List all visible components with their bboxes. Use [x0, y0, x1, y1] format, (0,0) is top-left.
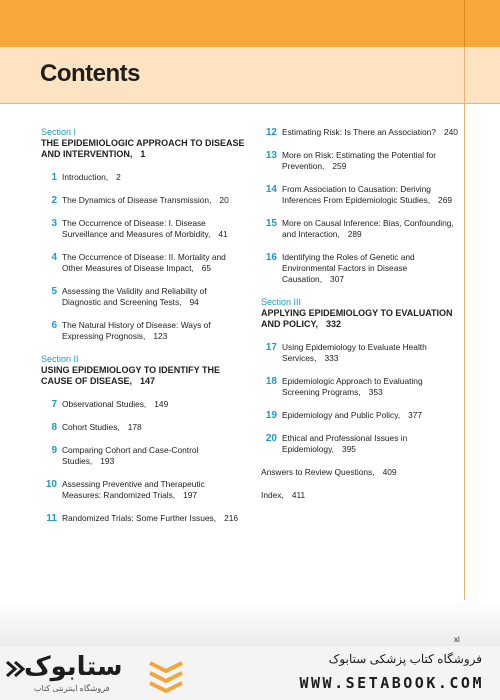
toc-entry[interactable]	[41, 479, 246, 501]
chapter-number: 20	[265, 433, 277, 444]
section-title-text: USING EPIDEMIOLOGY TO IDENTIFY THE CAUSE OF DISEASE,	[41, 365, 221, 386]
back-matter-title: Index,	[261, 490, 284, 500]
toc-entry[interactable]	[41, 399, 246, 410]
chapter-number: 4	[51, 252, 57, 263]
chapter-title: Ethical and Professional Issues in Epidemiology,	[282, 433, 408, 454]
right-margin-rule	[464, 47, 465, 637]
section-label: Section III	[261, 297, 302, 307]
toc-entry[interactable]	[41, 513, 246, 524]
chapter-title: The Occurrence of Disease: I. Disease Surveillance and Measures of Morbidity,	[62, 218, 211, 239]
chapter-number: 3	[51, 218, 57, 229]
logo-chevron-icon	[4, 658, 26, 680]
section-label: Section I	[41, 127, 77, 137]
back-matter-page: 411	[291, 490, 306, 500]
chapter-title: Epidemiologic Approach to Evaluating Screening Programs,	[282, 376, 423, 397]
back-matter-title: Answers to Review Questions,	[261, 467, 375, 477]
book-stack-icon	[146, 657, 186, 693]
chapter-number: 13	[265, 150, 277, 161]
section-page: 332	[326, 319, 342, 329]
chapter-number: 5	[51, 286, 57, 297]
chapter-page: 65	[201, 263, 212, 273]
top-color-bar	[0, 0, 500, 47]
toc-entry[interactable]	[41, 445, 246, 467]
chapter-number: 8	[51, 422, 57, 433]
chapter-page: 20	[219, 195, 229, 205]
section-title	[41, 138, 246, 160]
toc-entry[interactable]	[261, 342, 461, 364]
chapter-page: 333	[324, 353, 339, 363]
chapter-page: 123	[153, 331, 168, 341]
chapter-title: Estimating Risk: Is There an Association?	[282, 127, 436, 137]
chapter-title: Using Epidemiology to Evaluate Health Services,	[282, 342, 427, 363]
back-matter-page: 409	[382, 467, 397, 477]
chapter-page: 216	[224, 513, 239, 523]
chapter-title: Assessing Preventive and Therapeutic Measures: Randomized Trials,	[62, 479, 205, 500]
chapter-number: 15	[265, 218, 277, 229]
header-rule	[0, 103, 500, 104]
chapter-title: More on Causal Inference: Bias, Confounding, and Interaction,	[282, 218, 454, 239]
chapter-number: 1	[51, 172, 57, 183]
chapter-number: 14	[265, 184, 277, 195]
chapter-page: 395	[341, 444, 356, 454]
logo-subtext: فروشگاه اینترنتی کتاب	[34, 684, 110, 693]
chapter-number: 11	[46, 513, 57, 524]
shop-url[interactable]: WWW.SETABOOK.COM	[299, 674, 484, 692]
section-page: 1	[140, 149, 146, 159]
chapter-title: More on Risk: Estimating the Potential for Prevention,	[282, 150, 437, 171]
chapter-page: 197	[183, 490, 198, 500]
toc-entry[interactable]	[41, 422, 246, 433]
chapter-page: 94	[189, 297, 199, 307]
chapter-title: Cohort Studies,	[62, 422, 120, 432]
section-title-text: THE EPIDEMIOLOGIC APPROACH TO DISEASE AND INTERVENTION,	[41, 138, 245, 159]
chapter-title: Introduction,	[62, 172, 109, 182]
chapter-page: 193	[100, 456, 115, 466]
chapter-page: 259	[332, 161, 347, 171]
chapter-page: 289	[347, 229, 362, 239]
page-folio: xi	[454, 635, 460, 644]
chapter-page: 353	[368, 387, 383, 397]
section-title	[41, 365, 246, 387]
toc-entry[interactable]	[261, 184, 461, 206]
top-bar-divider	[464, 0, 465, 47]
chapter-page: 178	[127, 422, 142, 432]
chapter-title: Assessing the Validity and Reliability of Diagnostic and Screening Tests,	[62, 286, 207, 307]
chapter-page: 240	[443, 127, 458, 137]
chapter-page: 41	[218, 229, 228, 239]
chapter-title: Randomized Trials: Some Further Issues,	[62, 513, 217, 523]
toc-entry[interactable]	[41, 320, 246, 342]
toc-left-column	[41, 127, 246, 536]
section-page: 147	[140, 376, 156, 386]
toc-entry[interactable]	[261, 376, 461, 398]
toc-entry[interactable]	[41, 172, 246, 183]
toc-entry[interactable]	[41, 286, 246, 308]
chapter-number: 7	[51, 399, 57, 410]
section-title	[261, 308, 461, 330]
chapter-title: From Association to Causation: Deriving Inferences From Epidemiologic Studies,	[282, 184, 431, 205]
toc-right-column	[261, 127, 461, 513]
toc-entry[interactable]	[261, 433, 461, 455]
chapter-title: The Natural History of Disease: Ways of Expressing Prognosis,	[62, 320, 211, 341]
toc-entry[interactable]	[41, 252, 246, 274]
logo-text: ستابوک	[24, 652, 123, 682]
page-title: Contents	[40, 60, 140, 87]
chapter-number: 17	[265, 342, 277, 353]
toc-entry[interactable]	[261, 218, 461, 240]
chapter-page: 2	[116, 172, 121, 182]
chapter-title: Identifying the Roles of Genetic and Environmental Factors in Disease Causation,	[282, 252, 415, 284]
chapter-title: Comparing Cohort and Case-Control Studies,	[62, 445, 199, 466]
chapter-number: 18	[265, 376, 277, 387]
chapter-number: 19	[265, 410, 277, 421]
chapter-page: 269	[438, 195, 453, 205]
setabook-logo	[4, 652, 134, 696]
chapter-number: 2	[51, 195, 57, 206]
toc-entry[interactable]	[41, 195, 246, 206]
toc-entry[interactable]	[261, 127, 461, 138]
chapter-number: 6	[51, 320, 57, 331]
section-label: Section II	[41, 354, 79, 364]
toc-entry[interactable]	[261, 150, 461, 172]
chapter-page: 149	[154, 399, 169, 409]
chapter-number: 16	[265, 252, 277, 263]
chapter-title: The Occurrence of Disease: II. Mortality and Other Measures of Disease Impact,	[62, 252, 226, 273]
chapter-title: Observational Studies,	[62, 399, 147, 409]
chapter-title: The Dynamics of Disease Transmission,	[62, 195, 212, 205]
chapter-page: 377	[408, 410, 423, 420]
chapter-page: 307	[330, 274, 345, 284]
footer-fade	[0, 600, 500, 646]
toc-entry[interactable]	[261, 410, 461, 421]
shop-name: فروشگاه کتاب پزشکی ستابوک	[328, 652, 482, 666]
chapter-number: 9	[51, 445, 57, 456]
chapter-title: Epidemiology and Public Policy,	[282, 410, 401, 420]
toc-back-matter-entry[interactable]	[261, 490, 461, 501]
section-title-text: APPLYING EPIDEMIOLOGY TO EVALUATION AND POLICY,	[261, 308, 453, 329]
toc-entry[interactable]	[261, 252, 461, 285]
toc-back-matter-entry[interactable]	[261, 467, 461, 478]
toc-entry[interactable]	[41, 218, 246, 240]
chapter-number: 12	[265, 127, 277, 138]
chapter-number: 10	[45, 479, 57, 490]
